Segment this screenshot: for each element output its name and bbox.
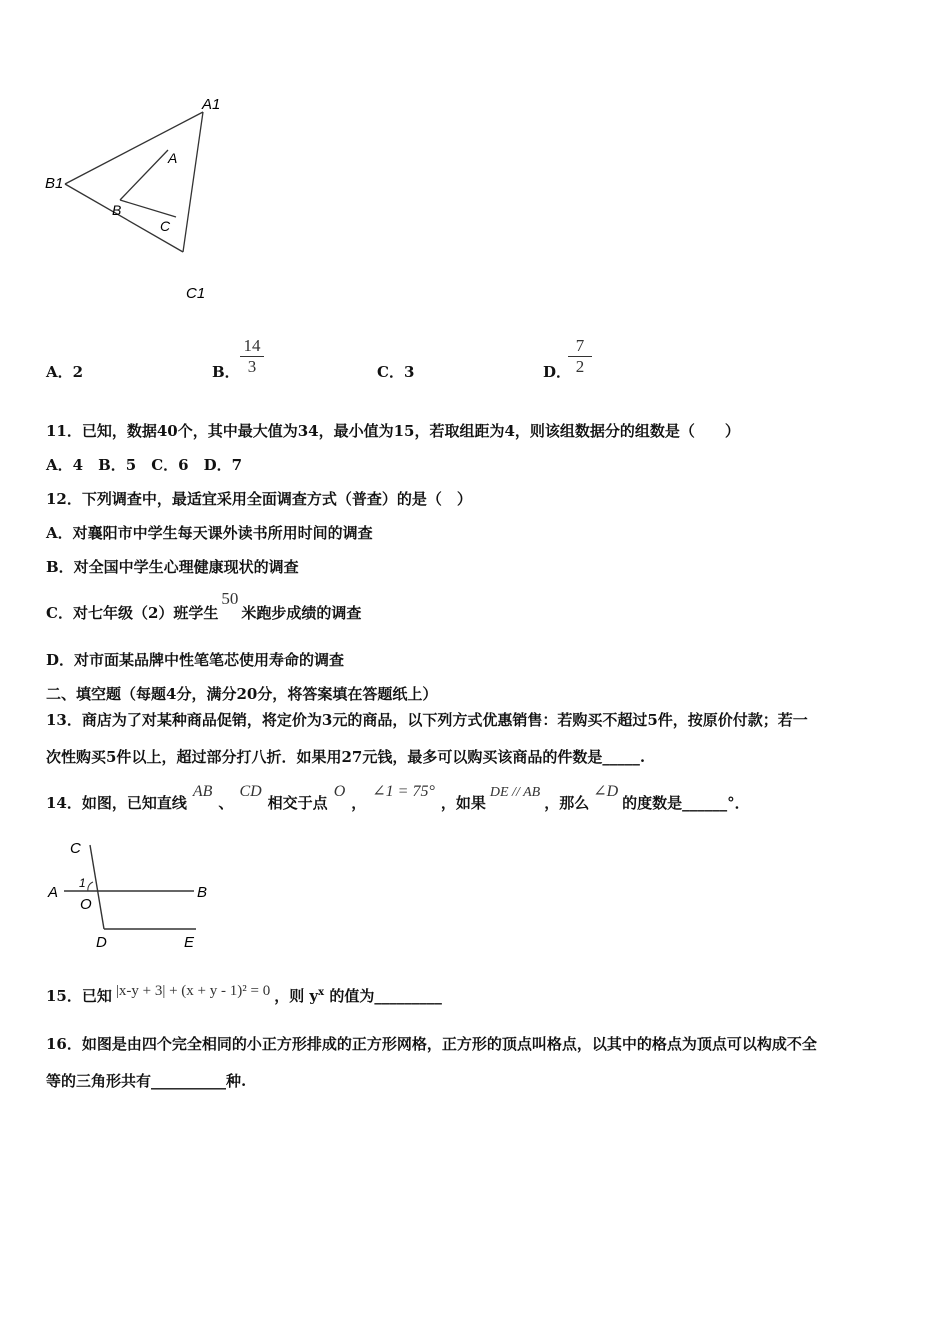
option-b-fraction — [240, 336, 264, 377]
option-b-label: B． — [212, 363, 240, 381]
label-b: B — [112, 202, 122, 218]
q14-text-6: ，那么 — [544, 794, 590, 812]
question-16-line-1: 16．如图是由四个完全相同的小正方形排成的正方形网格，正方形的顶点叫格点，以其中的格点为顶点可以构成不全 — [46, 1035, 817, 1053]
question-14 — [46, 783, 750, 813]
option-a-value: 2 — [72, 363, 84, 381]
math-parallel: DE // AB — [489, 785, 541, 800]
option-d-fraction — [568, 336, 592, 377]
label-o: O — [80, 896, 92, 913]
label-a: A — [48, 884, 59, 901]
label-e: E — [184, 934, 195, 951]
q14-text-4: ， — [351, 794, 367, 812]
question-12-option-d: D．对市面某品牌中性笔笔芯使用寿命的调查 — [46, 651, 345, 669]
q14-text-3: 相交于点 — [267, 794, 328, 812]
label-b: B — [197, 884, 208, 901]
option-a — [46, 361, 83, 382]
fraction-numerator: 7 — [568, 336, 592, 357]
number-50: 50 — [221, 589, 239, 608]
option-a-label: A． — [46, 363, 73, 381]
question-15 — [46, 985, 442, 1006]
intersecting-lines-figure — [44, 835, 224, 955]
question-11: 11．已知，数据40个，其中最大值为34，最小值为15，若取组距为4，则该组数据分的组数是（ ） — [46, 422, 740, 440]
angle-1-arc — [88, 882, 93, 891]
fraction-denominator: 2 — [575, 357, 585, 376]
option-c-value: 3 — [403, 363, 415, 381]
q15-text-1: 15．已知 — [46, 987, 112, 1005]
line-a-b — [120, 150, 168, 200]
label-a1: A1 — [202, 96, 221, 113]
math-cd: CD — [239, 783, 262, 800]
question-11-options: A．4 B．5 C．6 D．7 — [46, 456, 243, 474]
option-c — [377, 361, 414, 382]
superscript-x: x — [318, 987, 325, 998]
math-expression: |x-y + 3| + (x + y - 1)² = 0 — [115, 983, 271, 999]
option-c-prefix: C．对七年级（2）班学生 — [46, 604, 219, 622]
label-c1: C1 — [186, 285, 206, 302]
line-a1-c1 — [183, 112, 203, 252]
label-d: D — [96, 934, 107, 951]
q14-text-7: 的度数是______°． — [622, 794, 750, 812]
option-c-label: C． — [377, 363, 404, 381]
option-c-suffix: 米跑步成绩的调查 — [241, 604, 362, 622]
math-angle-d: ∠D — [593, 783, 619, 800]
q15-text-2: ，则 y — [274, 987, 319, 1005]
triangle-figure — [40, 92, 240, 307]
question-12-option-a: A．对襄阳市中学生每天课外读书所用时间的调查 — [46, 524, 373, 542]
line-a1-b1 — [65, 112, 203, 184]
q14-text-5: ，如果 — [440, 794, 486, 812]
question-12: 12．下列调查中，最适宜采用全面调查方式（普查）的是（ ） — [46, 490, 472, 508]
math-o: O — [333, 783, 346, 800]
label-c: C — [160, 218, 171, 234]
label-a: A — [168, 150, 178, 166]
question-12-option-c — [46, 589, 362, 623]
math-ab: AB — [192, 783, 213, 800]
question-12-option-b: B．对全国中学生心理健康现状的调查 — [46, 558, 299, 576]
line-cd — [90, 845, 104, 929]
section-2-title: 二、填空题（每题4分，满分20分，将答案填在答题纸上） — [46, 685, 438, 703]
question-13-line-1: 13．商店为了对某种商品促销，将定价为3元的商品，以下列方式优惠销售：若购买不超过5件，按原价付款；若一 — [46, 711, 808, 729]
question-13-line-2: 次性购买5件以上，超过部分打八折．如果用27元钱，最多可以购买该商品的件数是_____. — [46, 748, 646, 766]
label-c: C — [70, 840, 81, 857]
q14-text-2: 、 — [218, 794, 234, 812]
math-angle-1: ∠1 = 75° — [372, 783, 435, 800]
question-16-line-2: 等的三角形共有__________种. — [46, 1072, 247, 1090]
q15-text-3: 的值为_________ — [324, 987, 442, 1005]
option-d-label: D． — [543, 363, 572, 381]
label-angle-1: 1 — [79, 876, 86, 890]
fraction-denominator: 3 — [247, 357, 257, 376]
fraction-numerator: 14 — [240, 336, 264, 357]
line-b-c — [120, 200, 176, 217]
label-b1: B1 — [45, 175, 64, 192]
q14-text-1: 14．如图，已知直线 — [46, 794, 187, 812]
